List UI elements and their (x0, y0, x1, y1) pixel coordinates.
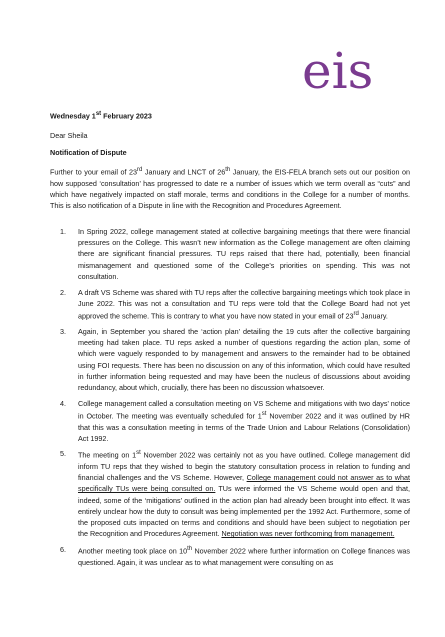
list-item (50, 226, 410, 282)
intro-paragraph (50, 165, 410, 211)
list-item (50, 544, 410, 568)
date-prefix: Wednesday 1 (50, 111, 96, 121)
list-text: November 2022 where further information on College finances was questioned. Again, it was unclear as to what management were consulting on as (78, 546, 410, 567)
intro-text-1: Further to your email of 23 (50, 167, 137, 177)
list-number: 6. (60, 544, 66, 554)
underlined-text: College management could not answer as to what specifically TUs were being consulted on. (78, 473, 410, 494)
list-text: Another meeting took place on 10 (78, 546, 188, 556)
list-ordinal: st (261, 410, 267, 417)
date-ordinal: st (95, 111, 102, 117)
intro-text-3: January, the EIS-FELA branch sets out our position on how supposed ‘consultation’ has progressed to date re a number of issues which we term overall as “cuts” and which have negatively impacted on staff morale, terms and conditions in the College for a number of months. This is also notification of a Dispute in line with the Recognition and Procedures Agreement. (50, 167, 410, 210)
eis-logo-text: eis (302, 42, 374, 100)
underlined-text: Negotiation was never forthcoming from management. (221, 529, 395, 539)
list-ordinal: th (187, 545, 193, 552)
list-number: 2. (60, 287, 66, 297)
list-item (50, 448, 410, 539)
date-suffix: February 2023 (101, 111, 152, 121)
list-text: January. (358, 311, 388, 321)
list-text: College management called a consultation meeting on VS Scheme and mitigations with two days’ notice in October. The meeting was eventually scheduled for 1 (78, 398, 410, 421)
list-number: 5. (60, 449, 66, 459)
salutation: Dear Sheila (50, 131, 88, 140)
list-number: 4. (60, 398, 66, 408)
list-text: The meeting on 1 (78, 450, 137, 460)
list-text: In Spring 2022, college management stated at collective bargaining meetings that there were financial pressures on the College. This wasn’t new information as the College management are often claiming there are significant financial pressures. TU reps raised that there had, potentially, been financial mismanagement and questioned some of the College’s priorities on spending. This was not consultation. (78, 227, 410, 281)
list-text: A draft VS Scheme was shared with TU reps after the collective bargaining meetings which took place in June 2022. This was not a consultation and TU reps were told that the College Board had not yet approved the scheme. This is contrary to what you have now stated in your email of 23 (78, 287, 410, 321)
list-number: 1. (60, 227, 66, 236)
letter-subject: Notification of Dispute (50, 148, 127, 157)
list-text: November 2022 was certainly not as you have outlined. College management did inform TU reps that they wished to begin the statutory consultation process in relation to funding and financial challenges and the VS Scheme. However, (78, 450, 410, 483)
list-text: Again, in September you shared the ‘action plan’ detailing the 19 cuts after the collective bargaining meeting had taken place. TU reps asked a number of questions regarding the action plan, some of which were vaguely responded to by management and answers to the remainder had to be obtained using FOI requests. There has been no discussion on any of this information, which could have resulted in further information being requested and may have been the nucleus of discussions about avoiding redundancy, about which, crucially, there has been no discussion whatsoever. (78, 327, 410, 393)
list-item (50, 287, 410, 322)
intro-ordinal-2: th (225, 167, 231, 173)
list-item (50, 398, 410, 444)
intro-text-2: January and LNCT of 26 (142, 167, 226, 177)
list-ordinal: rd (353, 310, 359, 317)
list-number: 3. (60, 327, 66, 337)
letter-date (50, 111, 152, 120)
eis-logo (300, 40, 420, 100)
list-text: TUs were informed the VS Scheme would open and that, indeed, some of the ‘mitigations’ outlined in the action plan had already been brought into effect. It was entirely unclear how the duty to consult was being implemented per the 1992 Act. Furthermore, some of the proposed cuts impacted on terms and conditions and should have been subject to negotiation per the Recognition and Procedures Agreement. (78, 484, 410, 539)
intro-ordinal-1: rd (137, 167, 143, 173)
list-ordinal: st (136, 450, 141, 457)
list-item (50, 326, 410, 393)
list-text: November 2022 and it was outlined by HR that this was a consultation meeting in terms of the Trade Union and Labour Relations (Consolidation) Act 1992. (78, 411, 410, 443)
dispute-points-list (50, 226, 410, 572)
